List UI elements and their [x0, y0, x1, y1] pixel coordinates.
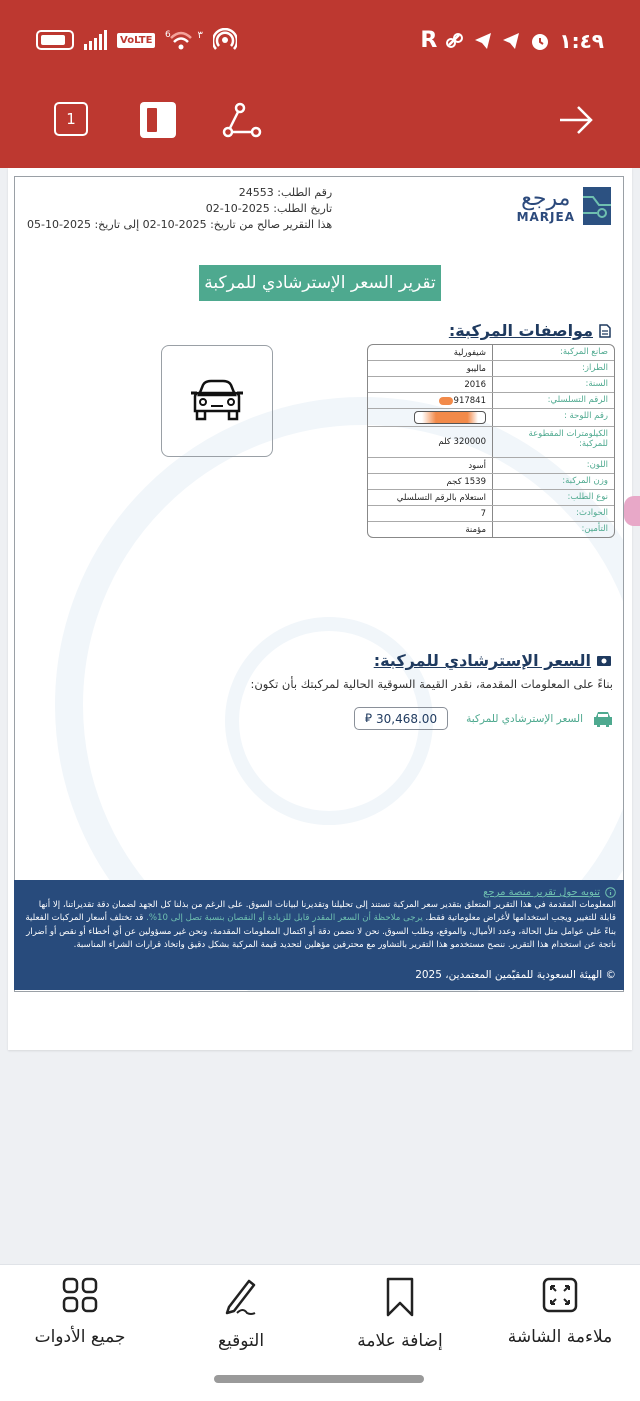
page-number: 1 [66, 110, 76, 128]
signature-icon [221, 1277, 261, 1317]
fit-screen-button[interactable]: ملاءمة الشاشة [485, 1277, 635, 1347]
copyright: © الهيئة السعودية للمقيّمين المعتمدين، 2025 [415, 968, 616, 981]
logo-mark-icon [583, 187, 611, 225]
table-row: الطراز: ماليبو [368, 361, 614, 377]
page-count-button[interactable] [54, 102, 88, 136]
validity-range: هذا التقرير صالح من تاريخ: 2025-10-02 إلى تاريخ: 2025-10-05 [27, 218, 333, 231]
report-document [14, 176, 624, 992]
price-label: السعر الإسترشادي للمركبة [466, 712, 583, 725]
r-app-icon: R [420, 28, 438, 53]
telegram-icon [501, 31, 521, 51]
disclaimer-text: المعلومات المقدمة في هذا التقرير المتعلق بتقدير سعر المركبة تستند إلى تحليلنا وتقديرنا لبيانات السوق. على الرغم من بذلنا كل الجهد لضمان دقة تقديراتنا، إلا أنها قابلة للتغيير ويجب استخدامها لأغراض معلوماتية فقط. يرجى ملاحظة أن السعر المقدر قابل للزيادة أو النقصان بنسبة تصل إلى 10%. قد تختلف أسعار المركبات الفعلية بناءً على عوامل مثل الحالة، وعدد الأميال، والموقع، وطلب السوق. نحن لا نضمن دقة أو اكتمال المعلومات المقدمة، ونحن غير مسؤولين عن أي أخطاء أو نقص أو أضرار ناتجة عن استخدام هذا التقرير. ننصح مستخدمو هذا التقرير بالتشاور مع محترفين مؤهلين لتحديد قيمة المركبة بشكل دقيق واتخاذ قرارات الشراء المناسبة. [25, 900, 616, 950]
plate-redacted [414, 411, 486, 424]
riyal-icon: ⃁ [364, 711, 372, 725]
request-number: رقم الطلب: 24553 [238, 186, 333, 199]
price-value: 30,468.00 [376, 711, 438, 726]
table-row: صانع المركبة: شيفورلية [368, 345, 614, 361]
table-row: اللون: أسود [368, 458, 614, 474]
request-date: تاريخ الطلب: 2025-10-02 [205, 202, 333, 215]
price-intro: بناءً على المعلومات المقدمة، نقدر القيمة السوقية الحالية لمركبتك بأن تكون: [250, 677, 613, 691]
price-row [354, 707, 613, 730]
wifi-icon [165, 28, 195, 52]
share-icon[interactable] [220, 100, 262, 140]
hotspot-icon [213, 28, 237, 52]
table-row: وزن المركبة: 1539 كجم [368, 474, 614, 490]
info-icon [605, 887, 616, 898]
logo-english: MARJEA [516, 210, 575, 224]
vehicle-specs-table [367, 344, 615, 538]
serial-number: 917841 [453, 395, 486, 406]
forward-arrow-icon[interactable] [556, 100, 596, 140]
car-icon [593, 711, 613, 727]
bookmark-icon [385, 1277, 415, 1317]
all-tools-button[interactable]: جميع الأدوات [5, 1277, 155, 1347]
report-meta [27, 185, 332, 233]
document-icon [599, 324, 611, 338]
disclaimer-highlight: يرجى ملاحظة أن السعر المقدر قابل للزيادة أو النقصان بنسبة تصل إلى 10%. [146, 913, 426, 924]
price-value-box [354, 707, 448, 730]
disclaimer-panel [14, 880, 624, 990]
view-mode-button[interactable] [140, 102, 176, 138]
side-handle[interactable] [624, 496, 640, 526]
specs-heading: مواصفات المركبة: [449, 321, 611, 340]
signal-icon [84, 30, 107, 50]
logo-arabic: مرجع [521, 186, 571, 211]
link-icon [445, 31, 465, 51]
car-icon [189, 379, 245, 423]
home-indicator[interactable] [214, 1375, 424, 1383]
all-tools-icon [62, 1277, 98, 1313]
table-row: التأمين: مؤمنة [368, 522, 614, 537]
vehicle-image [161, 345, 273, 457]
table-row: السنة: 2016 [368, 377, 614, 393]
table-row: الكيلومترات المقطوعة للمركبة: 320000 كلم [368, 427, 614, 458]
app-header [0, 0, 640, 168]
alarm-icon [529, 30, 551, 52]
table-row: رقم اللوحة : [368, 409, 614, 427]
volte-icon: VoLTE [117, 33, 155, 48]
sim-badge: ٣ [197, 29, 203, 41]
marjea-logo [517, 187, 611, 225]
disclaimer-title: تنويه حول تقرير منصة مرجع [22, 886, 616, 899]
battery-icon [36, 30, 74, 50]
money-icon [597, 656, 611, 666]
svg-text:6: 6 [165, 30, 172, 40]
table-row: الحوادث: 7 [368, 506, 614, 522]
clock: ١:٤٩ [559, 28, 604, 53]
signature-button[interactable]: التوقيع [166, 1277, 316, 1351]
status-bar [0, 28, 640, 62]
viewer-toolbar [0, 100, 640, 140]
table-row: نوع الطلب: استعلام بالرقم التسلسلي [368, 490, 614, 506]
fit-screen-icon [542, 1277, 578, 1313]
report-title-banner: تقرير السعر الإسترشادي للمركبة [199, 265, 441, 301]
table-row: الرقم التسلسلي: 917841 [368, 393, 614, 409]
redaction-mark [439, 397, 453, 405]
add-bookmark-button[interactable]: إضافة علامة [325, 1277, 475, 1351]
telegram-icon [473, 31, 493, 51]
price-heading: السعر الإسترشادي للمركبة: [374, 651, 611, 670]
